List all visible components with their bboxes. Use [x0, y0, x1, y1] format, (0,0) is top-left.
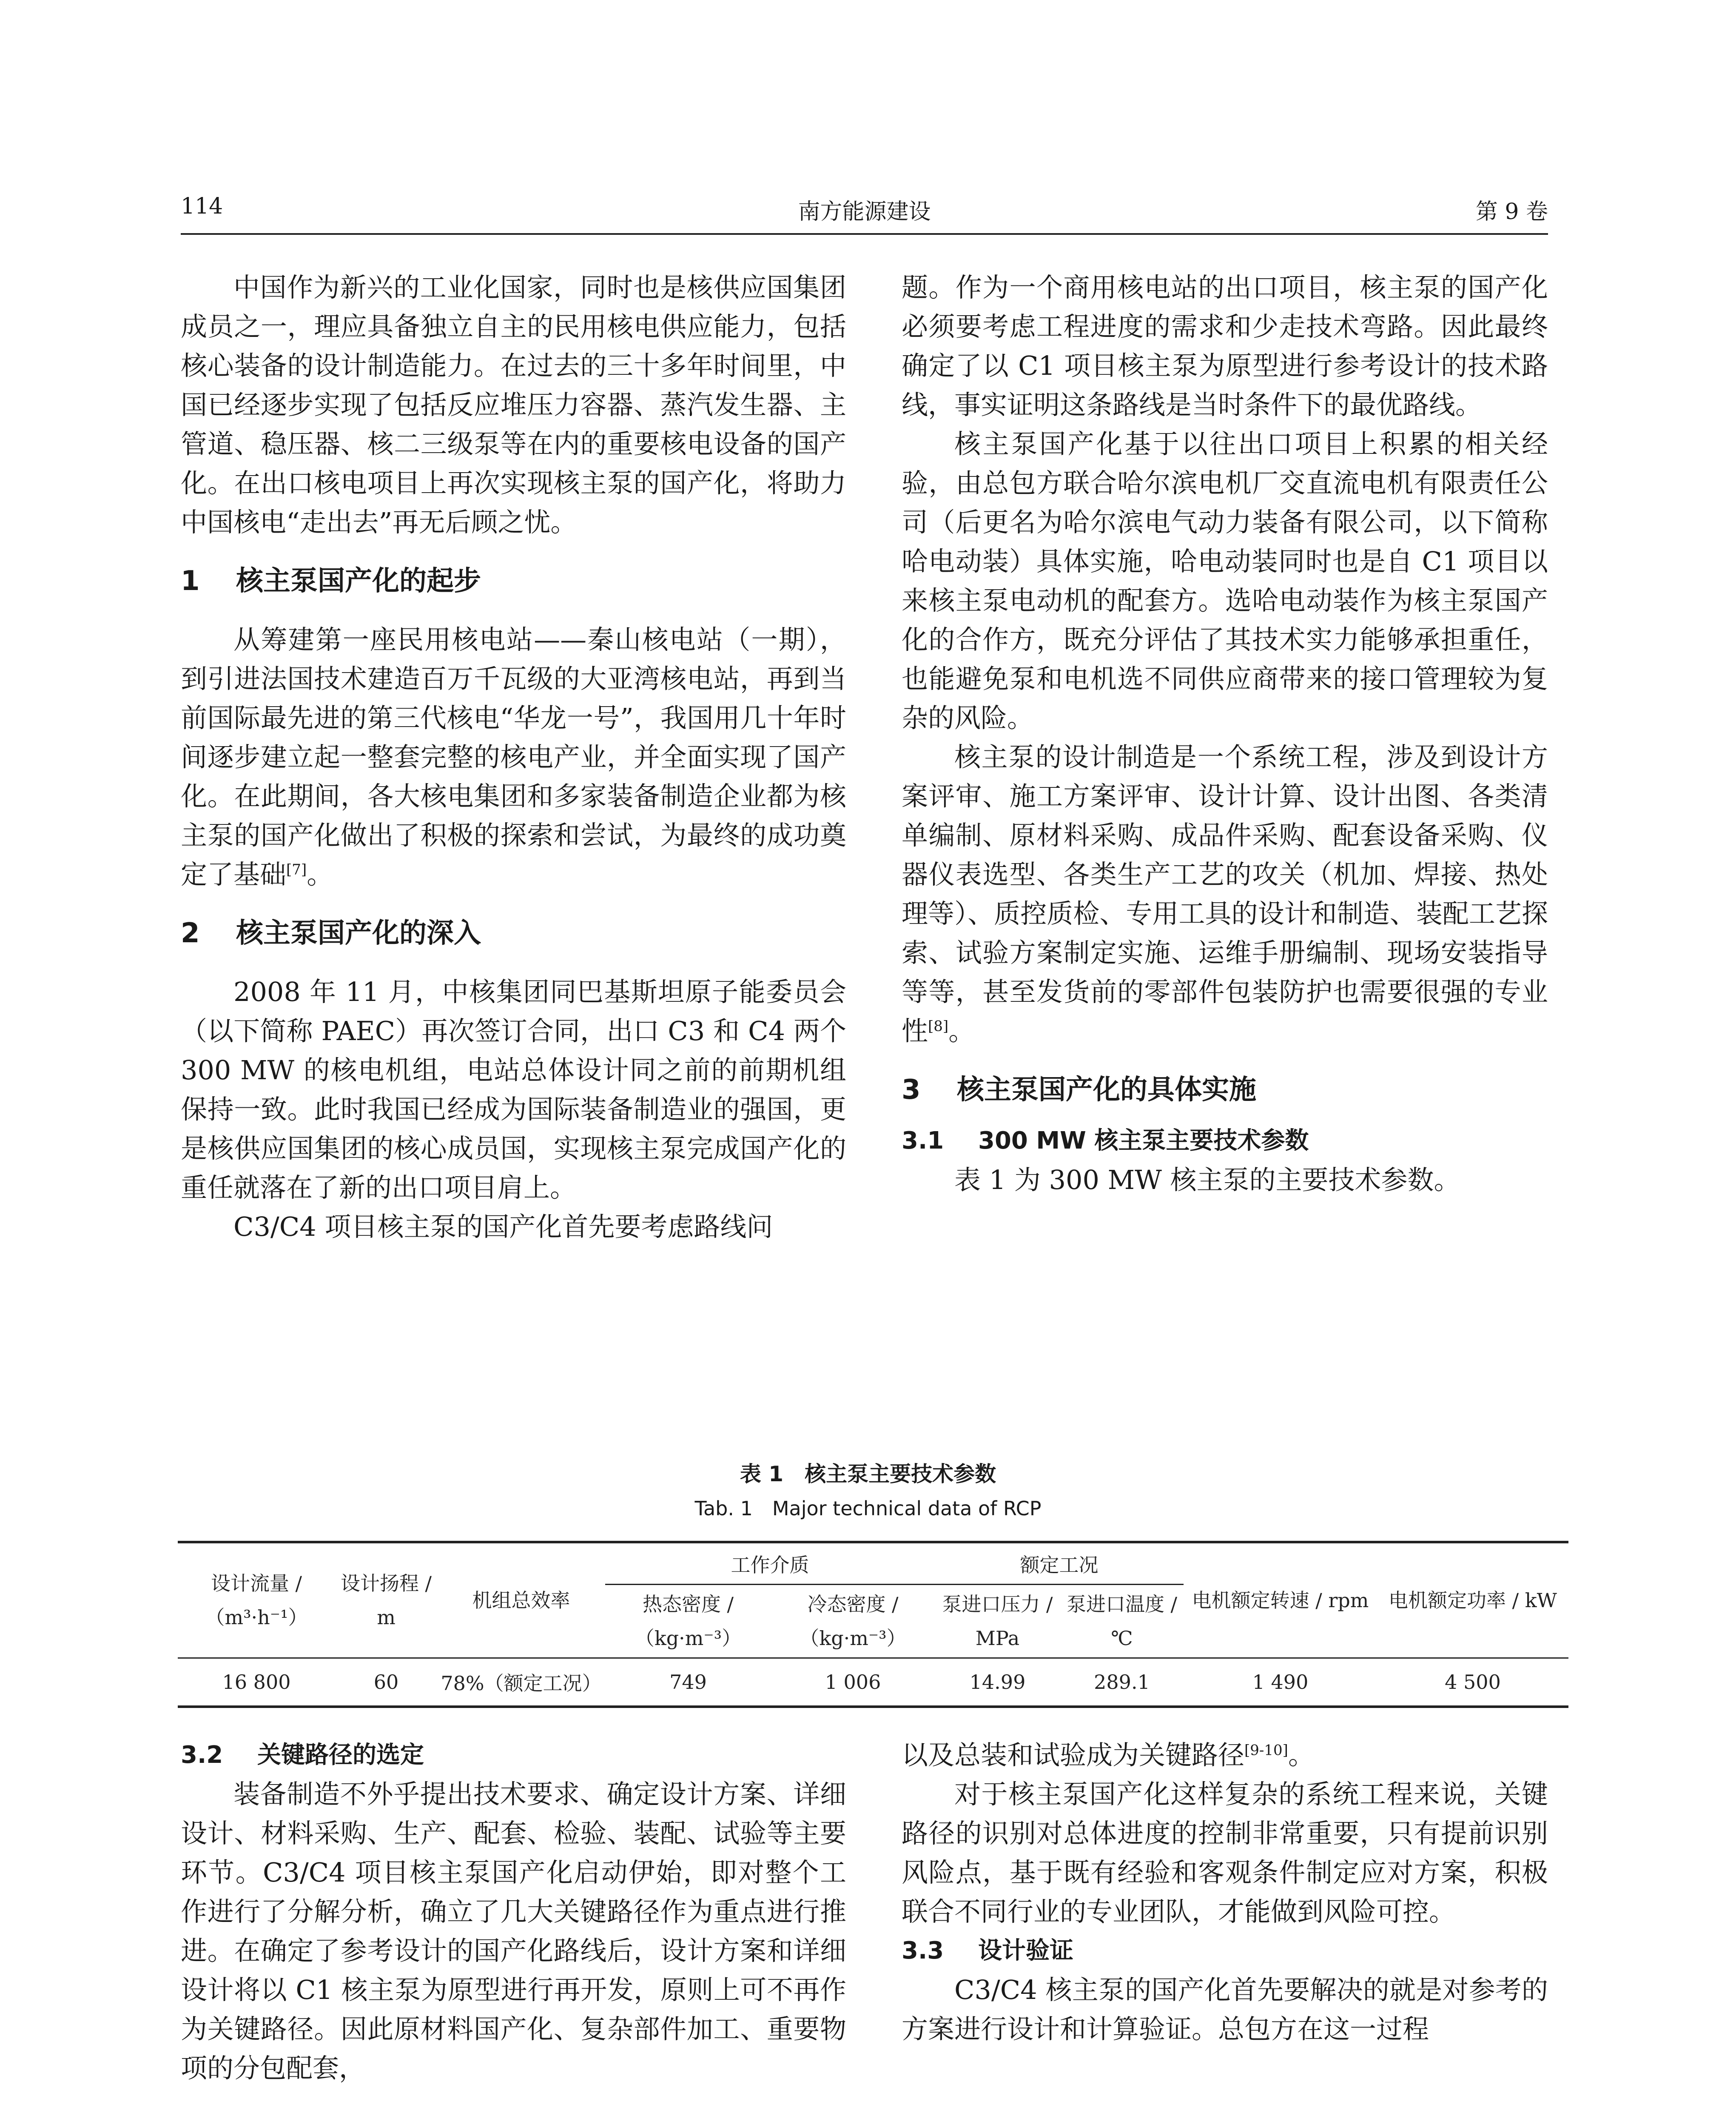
section2-paragraph-2: C3/C4 项目核主泵的国产化首先要考虑路线问 [233, 1211, 773, 1242]
continued-line [902, 1736, 1548, 1775]
cell-motor-speed: 1 490 [1184, 1658, 1377, 1707]
cell-head: 60 [335, 1658, 437, 1707]
citation-ref: [8] [928, 1018, 949, 1035]
intro-paragraph: 中国作为新兴的工业化国家，同时也是核供应国集团成员之一，理应具备独立自主的民用核电供应能力，包括核心装备的设计制造能力。在过去的三十多年时间里，中国已经逐步实现了包括反应堆压力容器、蒸汽发生器、主管道、稳压器、核二三级泵等在内的重要核电设备的国产化。在出口核电项目上再次实现核主泵的国产化，将助力中国核电“走出去”再无后顾之忧。 [181, 272, 846, 538]
section-number: 2 [181, 918, 200, 949]
left-column-upper [181, 268, 846, 1246]
paragraph-critical-path: 对于核主泵国产化这样复杂的系统工程来说，关键路径的识别对总体进度的控制非常重要，只有提前识别风险点，基于既有经验和客观条件制定应对方案，积极联合不同行业的专业团队，才能做到风险可控。 [902, 1779, 1548, 1927]
technical-data-table [178, 1541, 1568, 1708]
subsection-title: 300 MW 核主泵主要技术参数 [978, 1127, 1309, 1155]
right-column-lower [902, 1736, 1548, 2049]
subsection-heading-3-2 [181, 1736, 846, 1775]
cell-cold-density: 1 006 [771, 1658, 935, 1707]
paragraph-end: 。 [1288, 1739, 1315, 1771]
section2-paragraph-1: 2008 年 11 月，中核集团同巴基斯坦原子能委员会（以下简称 PAEC）再次签订合同，出口 C3 和 C4 两个 300 MW 的核电机组，电站总体设计同之前的前期机组保持一致。此时我国已经成为国际装备制造业的强国，更是核供应国集团的核心成员国，实现核主泵完成国产化的重任就落在了新的出口项目肩上。 [181, 976, 846, 1203]
header-rule [181, 233, 1548, 235]
section-heading-3 [902, 1070, 1548, 1109]
subsection-heading-3-1 [902, 1121, 1548, 1160]
paragraph-partner: 核主泵国产化基于以往出口项目上积累的相关经验，由总包方联合哈尔滨电机厂交直流电机有限责任公司（后更名为哈尔滨电气动力装备有限公司，以下简称哈电动装）具体实施，哈电动装同时也是自 C1 项目以来核主泵电动机的配套方。选哈电动装作为核主泵国产化的合作方，既充分评估了其技术实力能够承担重任，也能避免泵和电机选不同供应商带来的接口管理较为复杂的风险。 [902, 428, 1548, 733]
section-heading-1 [181, 562, 846, 601]
citation-ref: [9-10] [1244, 1742, 1288, 1759]
section-heading-2 [181, 914, 846, 953]
subsection-number: 3.3 [902, 1937, 944, 1964]
right-column-upper [902, 268, 1548, 1200]
subsection-title: 设计验证 [978, 1937, 1073, 1964]
volume-label: 第 9 卷 [1475, 199, 1548, 225]
section-number: 3 [902, 1074, 921, 1106]
subsection-number: 3.1 [902, 1127, 944, 1155]
cell-inlet-temp: 289.1 [1060, 1658, 1184, 1707]
section-title: 核主泵国产化的深入 [236, 918, 481, 949]
subsection-heading-3-3 [902, 1931, 1548, 1970]
col-header-efficiency: 机组总效率 [437, 1542, 605, 1658]
paragraph-system-engineering [902, 738, 1548, 1051]
group-header-rated-condition: 额定工况 [935, 1542, 1184, 1585]
journal-title: 南方能源建设 [798, 199, 931, 225]
col-header-motor-speed: 电机额定转速 / rpm [1184, 1542, 1377, 1658]
col-header-cold-density: 冷态密度 /（kg·m⁻³） [771, 1585, 935, 1658]
group-header-working-medium: 工作介质 [605, 1542, 935, 1585]
paragraph-text: 核主泵的设计制造是一个系统工程，涉及到设计方案评审、施工方案评审、设计计算、设计出图、各类清单编制、原材料采购、成品件采购、配套设备采购、仪器仪表选型、各类生产工艺的攻关（机加、焊接、热处理等）、质控质检、专用工具的设计和制造、装配工艺探索、试验方案制定实施、运维手册编制、现场安装指导等等，甚至发货前的零部件包装防护也需要很强的专业性 [902, 741, 1548, 1046]
section1-paragraph [181, 620, 846, 894]
col-header-motor-power: 电机额定功率 / kW [1377, 1542, 1568, 1658]
paragraph-text: 以及总装和试验成为关键路径 [902, 1739, 1245, 1771]
cell-flow: 16 800 [178, 1658, 335, 1707]
left-column-lower [181, 1736, 846, 2088]
table-caption-en: Tab. 1 Major technical data of RCP [694, 1497, 1042, 1520]
col-header-flow: 设计流量 /（m³·h⁻¹） [178, 1542, 335, 1658]
cell-hot-density: 749 [605, 1658, 771, 1707]
subsection-number: 3.2 [181, 1741, 223, 1769]
paragraph-end: 。 [307, 859, 333, 890]
page-number: 114 [181, 194, 223, 219]
table-header-row [178, 1542, 1568, 1585]
running-header [181, 194, 1548, 223]
col-header-inlet-pressure: 泵进口压力 / MPa [935, 1585, 1060, 1658]
section-title: 核主泵国产化的起步 [236, 565, 481, 597]
cell-efficiency: 78%（额定工况） [437, 1658, 605, 1707]
subsection-3-3-paragraph: C3/C4 核主泵的国产化首先要解决的就是对参考的方案进行设计和计算验证。总包方在这一过程 [902, 1974, 1548, 2044]
col-header-head: 设计扬程 / m [335, 1542, 437, 1658]
section-number: 1 [181, 565, 200, 597]
subsection-3-2-paragraph: 装备制造不外乎提出技术要求、确定设计方案、详细设计、材料采购、生产、配套、检验、装配、试验等主要环节。C3/C4 项目核主泵国产化启动伊始，即对整个工作进行了分解分析，确立了几大关键路径作为重点进行推进。在确定了参考设计的国产化路线后，设计方案和详细设计将以 C1 核主泵为原型进行再开发，原则上可不再作为关键路径。因此原材料国产化、复杂部件加工、重要物项的分包配套， [181, 1779, 846, 2084]
continued-paragraph: 题。作为一个商用核电站的出口项目，核主泵的国产化必须要考虑工程进度的需求和少走技术弯路。因此最终确定了以 C1 项目核主泵为原型进行参考设计的技术路线，事实证明这条路线是当时条件下的最优路线。 [902, 272, 1548, 420]
paragraph-end: 。 [948, 1015, 975, 1046]
col-header-inlet-temp: 泵进口温度 / ℃ [1060, 1585, 1184, 1658]
section-title: 核主泵国产化的具体实施 [957, 1074, 1256, 1106]
subsection-3-1-paragraph: 表 1 为 300 MW 核主泵的主要技术参数。 [954, 1164, 1460, 1195]
table-row [178, 1658, 1568, 1707]
paragraph-text: 从筹建第一座民用核电站——秦山核电站（一期），到引进法国技术建造百万千瓦级的大亚湾核电站，再到当前国际最先进的第三代核电“华龙一号”，我国用几十年时间逐步建立起一整套完整的核电产业，并全面实现了国产化。在此期间，各大核电集团和多家装备制造企业都为核主泵的国产化做出了积极的探索和尝试，为最终的成功奠定了基础 [181, 624, 846, 890]
col-header-hot-density: 热态密度 /（kg·m⁻³） [605, 1585, 771, 1658]
cell-motor-power: 4 500 [1377, 1658, 1568, 1707]
subsection-title: 关键路径的选定 [257, 1741, 424, 1769]
table-caption-cn: 表 1 核主泵主要技术参数 [740, 1462, 996, 1486]
citation-ref: [7] [286, 861, 307, 878]
cell-inlet-pressure: 14.99 [935, 1658, 1060, 1707]
